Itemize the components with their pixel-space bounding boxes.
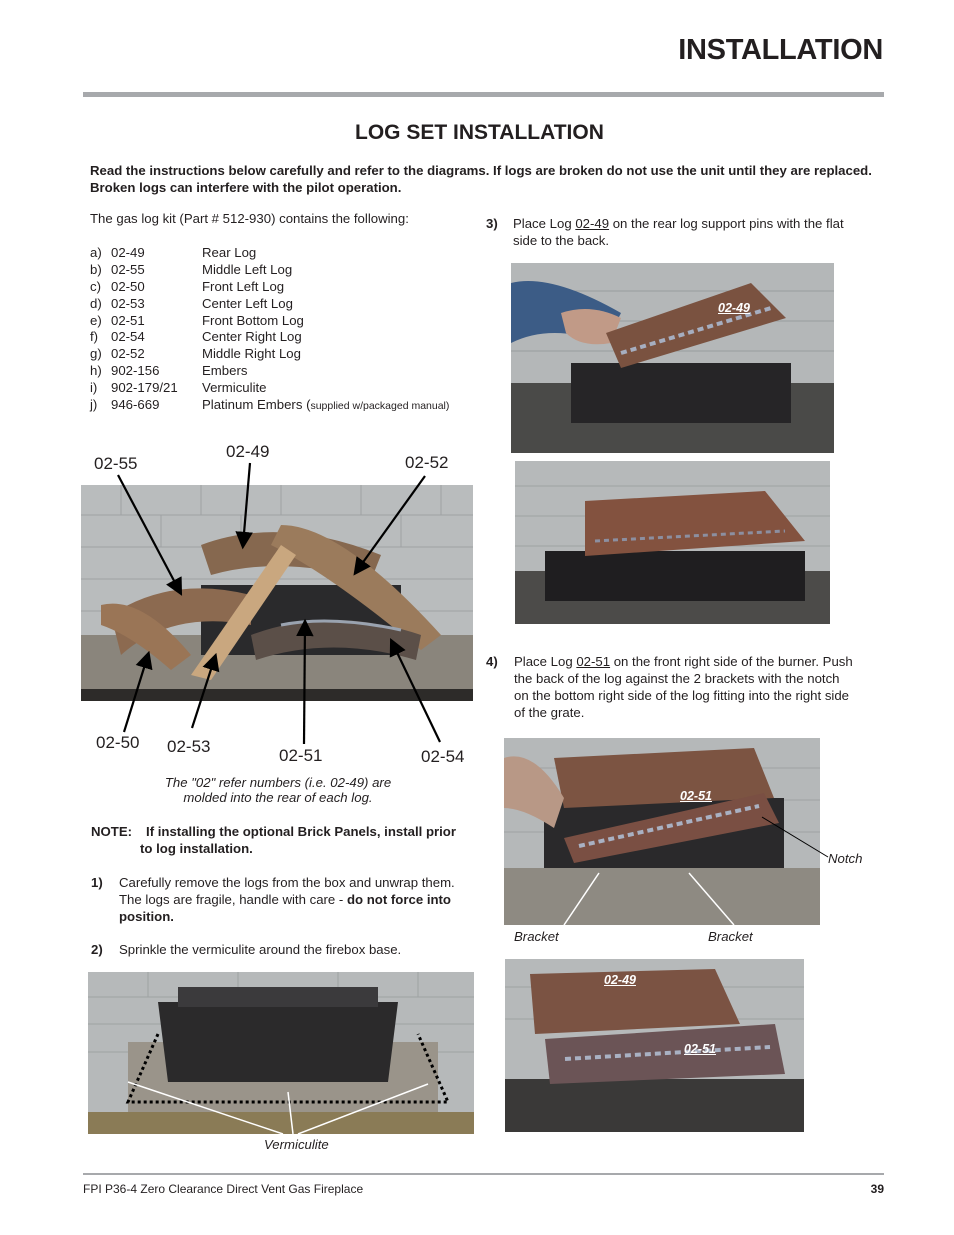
kit-letter: g): [90, 346, 102, 362]
step-1-line: Carefully remove the logs from the box and unwrap them.: [119, 875, 455, 890]
kit-desc: Vermiculite: [202, 380, 267, 396]
kit-part: 02-55: [111, 261, 145, 277]
diagram-label-02-49: 02-49: [226, 442, 270, 461]
step-4-pre: Place Log: [514, 654, 577, 669]
step-1-bold: do not force into: [346, 892, 451, 907]
step-3-pre: Place Log: [513, 216, 576, 231]
step-1-bold: position.: [119, 909, 174, 924]
kit-letter: c): [90, 278, 101, 294]
kit-part: 02-53: [111, 295, 145, 311]
kit-letter: f): [90, 329, 99, 345]
step-4-post: on the front right side of the burner. Push: [610, 654, 853, 669]
kit-note: supplied w/packaged manual): [310, 400, 450, 413]
kit-letter: h): [90, 363, 102, 379]
intro-warning: Read the instructions below carefully and refer to the diagrams. If logs are broken do not use the unit until they are replaced. Broken logs can interfere with the pilot operation.: [90, 163, 872, 195]
kit-part: 02-52: [111, 346, 145, 362]
step-3-number: 3): [486, 216, 498, 231]
kit-desc: Front Left Log: [202, 278, 285, 294]
kit-desc: Center Right Log: [202, 329, 302, 345]
kit-part: 02-54: [111, 329, 145, 345]
step-1-text: [119, 874, 479, 925]
step-3-photo-b: [515, 461, 830, 624]
diagram-label-02-54: 02-54: [421, 747, 465, 766]
diagram-label-02-50: 02-50: [96, 733, 140, 752]
step-3-log-ref: 02-49: [575, 216, 610, 231]
page-header-title: INSTALLATION: [678, 34, 883, 66]
kit-letter: e): [90, 312, 102, 328]
bracket-right-label: Bracket: [708, 929, 753, 944]
notch-label: Notch: [828, 851, 863, 866]
diagram-caption-line: The "02" refer numbers (i.e. 02-49) are: [164, 775, 392, 790]
kit-desc: Middle Right Log: [202, 346, 301, 362]
kit-desc: Middle Left Log: [202, 261, 293, 277]
step-4-photo-b-label-bottom: 02-51: [684, 1042, 716, 1056]
step-4-photo-a-label: 02-51: [680, 789, 712, 803]
step-3-post: on the rear log support pins with the flat: [609, 216, 844, 231]
bracket-left-label: Bracket: [514, 929, 559, 944]
step-3-text: [513, 215, 873, 249]
page-number: 39: [870, 1182, 884, 1196]
diagram-label-02-53: 02-53: [167, 737, 211, 756]
kit-part: 902-156: [111, 363, 160, 379]
step-3-photo-a-label: 02-49: [718, 301, 750, 315]
diagram-label-02-55: 02-55: [94, 454, 138, 473]
step-4-photo-b: [505, 959, 804, 1132]
diagram-label-02-52: 02-52: [405, 453, 449, 472]
note-line1: If installing the optional Brick Panels, install prior: [146, 824, 456, 839]
diagram-caption: [120, 775, 436, 805]
step-4-line: on the bottom right side of the log fitting into the right side: [514, 688, 850, 703]
footer-rule: [83, 1173, 884, 1175]
notch-leader-line: [760, 815, 830, 861]
kit-letter: b): [90, 261, 102, 277]
kit-part: 946-669: [111, 397, 160, 413]
kit-intro: The gas log kit (Part # 512-930) contains the following:: [90, 211, 409, 226]
step-2-text: Sprinkle the vermiculite around the firebox base.: [119, 942, 402, 957]
step-4-photo-b-label-top: 02-49: [604, 973, 636, 987]
vermiculite-photo: [88, 972, 474, 1134]
step-4-log-ref: 02-51: [576, 654, 611, 669]
kit-part: 02-51: [111, 312, 145, 328]
kit-part: 02-50: [111, 278, 145, 294]
step-4-number: 4): [486, 654, 498, 669]
kit-letter: d): [90, 295, 102, 311]
step-4-line: the back of the log against the 2 brackets with the notch: [514, 671, 840, 686]
kit-desc: Center Left Log: [202, 295, 293, 311]
step-3-line: side to the back.: [513, 233, 610, 248]
note-block: [91, 823, 456, 857]
kit-desc: Platinum Embers (: [202, 397, 311, 413]
footer-product-name: FPI P36-4 Zero Clearance Direct Vent Gas Fireplace: [83, 1182, 364, 1196]
diagram-caption-line: molded into the rear of each log.: [183, 790, 373, 805]
step-1-number: 1): [91, 875, 103, 890]
section-title: LOG SET INSTALLATION: [355, 121, 604, 144]
kit-letter: a): [90, 245, 102, 260]
step-2-number: 2): [91, 942, 103, 957]
vermiculite-label: Vermiculite: [264, 1137, 329, 1152]
step-4-line: of the grate.: [514, 705, 585, 720]
kit-part: 902-179/21: [111, 380, 178, 396]
diagram-label-02-51: 02-51: [279, 746, 323, 765]
kit-letter: i): [90, 380, 98, 396]
step-3-photo-a: [511, 263, 834, 453]
kit-letter: j): [90, 397, 98, 413]
kit-part: 02-49: [111, 245, 145, 260]
kit-desc: Front Bottom Log: [202, 312, 304, 328]
step-1-line: The logs are fragile, handle with care -: [119, 892, 347, 907]
kit-desc: Rear Log: [202, 245, 257, 260]
kit-desc: Embers: [202, 363, 248, 379]
note-line2: to log installation.: [140, 841, 253, 856]
step-4-text: [514, 653, 874, 721]
note-label: NOTE:: [91, 824, 133, 839]
